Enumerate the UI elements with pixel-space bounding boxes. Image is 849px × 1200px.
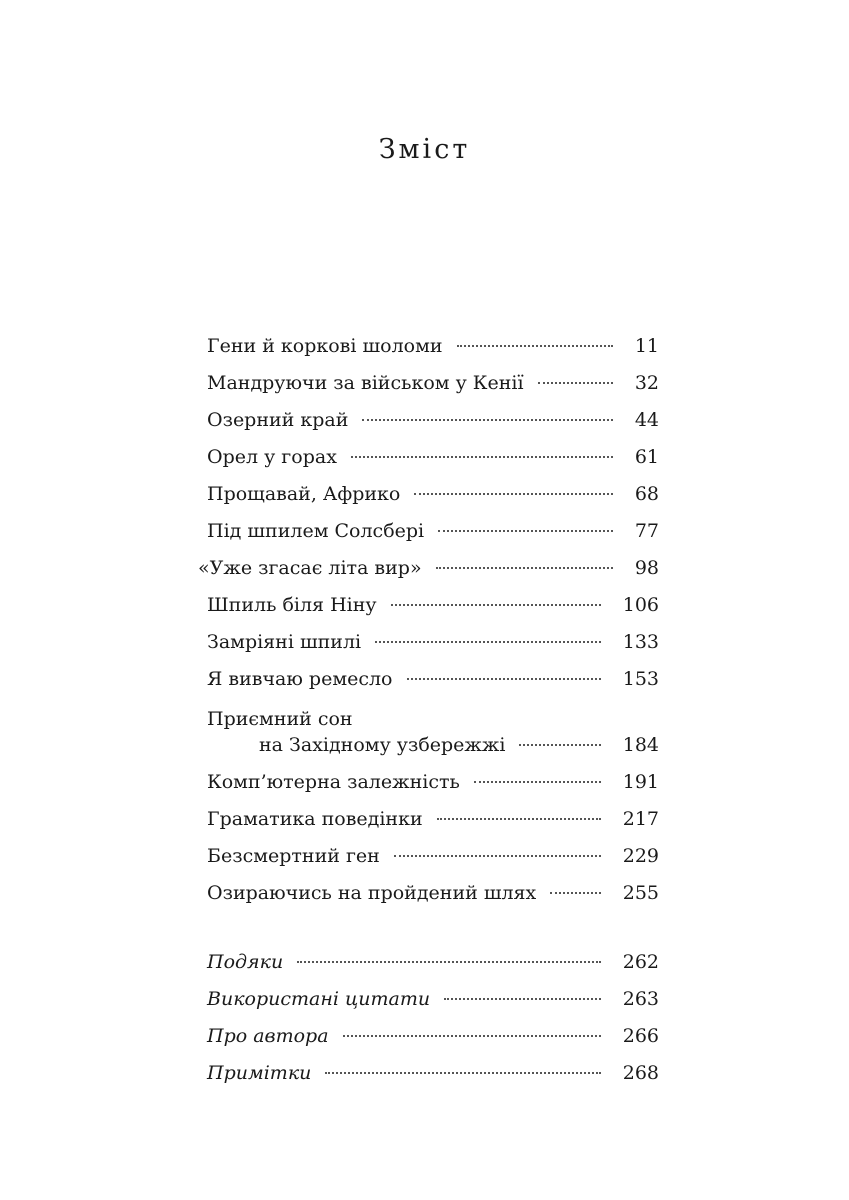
dot-leader (391, 604, 601, 606)
dot-leader (457, 345, 613, 347)
dot-leader (437, 818, 601, 820)
toc-entry-title: Мандруючи за військом у Кенії (207, 372, 524, 394)
toc-entry-page: 11 (634, 335, 659, 357)
toc-entry (207, 446, 659, 483)
dot-leader (414, 493, 612, 495)
toc-entry-page: 266 (622, 1025, 659, 1047)
toc-entry-page: 191 (622, 771, 659, 793)
toc-entry-title: Озерний край (207, 409, 349, 431)
toc-entry-page: 77 (634, 520, 659, 542)
dot-leader (438, 530, 613, 532)
toc-entry-page: 229 (622, 845, 659, 867)
toc-entry-title: Подяки (207, 951, 284, 973)
dot-leader (325, 1072, 600, 1074)
section-spacer (207, 919, 659, 951)
toc-entry-page: 268 (622, 1062, 659, 1084)
toc-entry-continuation (207, 734, 659, 756)
toc-entry-page: 44 (634, 409, 659, 431)
toc-backmatter-entry (207, 988, 659, 1025)
toc-entry-page: 184 (622, 734, 659, 756)
dot-leader (407, 678, 601, 680)
toc-entry-page: 153 (622, 668, 659, 690)
toc-entry (207, 808, 659, 845)
toc-entry-title-line1: Приємний сон (207, 708, 353, 730)
toc-backmatter-entry (207, 1062, 659, 1099)
toc-entry-title: Під шпилем Солсбері (207, 520, 425, 542)
dot-leader (444, 998, 601, 1000)
toc-entry-title-line2: на Західному узбережжі (259, 734, 506, 756)
toc-entry-page: 61 (634, 446, 659, 468)
toc-entry (207, 668, 659, 705)
dot-leader (375, 641, 601, 643)
toc-entry (207, 594, 659, 631)
toc-entry (207, 631, 659, 668)
toc-entry-title: Озираючись на пройдений шлях (207, 882, 537, 904)
toc-entry-page: 68 (634, 483, 659, 505)
toc-entry (207, 845, 659, 882)
dot-leader (351, 456, 613, 458)
page-title: Зміст (378, 134, 471, 165)
dot-leader (519, 744, 600, 746)
toc-entry-title: Замріяні шпилі (207, 631, 362, 653)
dot-leader (297, 961, 601, 963)
dot-leader (436, 567, 613, 569)
toc-entry (207, 520, 659, 557)
dot-leader (538, 382, 613, 384)
toc-entry (207, 483, 659, 520)
toc-entry-page: 98 (634, 557, 659, 579)
toc-entry (207, 372, 659, 409)
toc-entry-page: 255 (622, 882, 659, 904)
toc-entry-title: Прощавай, Африко (207, 483, 401, 505)
toc-entry (207, 335, 659, 372)
table-of-contents (198, 335, 659, 1099)
toc-entry-page: 32 (634, 372, 659, 394)
toc-backmatter-entry (207, 1025, 659, 1062)
toc-entry-page: 262 (622, 951, 659, 973)
toc-entry (207, 705, 659, 771)
toc-entry-title: Гени й коркові шоломи (207, 335, 443, 357)
toc-entry (198, 557, 659, 594)
toc-entry-title: Шпиль біля Ніну (207, 594, 377, 616)
dot-leader (474, 781, 601, 783)
dot-leader (343, 1035, 601, 1037)
toc-entry-title: Граматика поведінки (207, 808, 423, 830)
dot-leader (394, 855, 601, 857)
toc-entry-page: 133 (622, 631, 659, 653)
toc-entry (207, 409, 659, 446)
toc-entry-title: Примітки (207, 1062, 312, 1084)
dot-leader (550, 892, 600, 894)
toc-entry-title: Про автора (207, 1025, 329, 1047)
toc-entry-page: 106 (622, 594, 659, 616)
toc-entry-title: Комп’ютерна залежність (207, 771, 460, 793)
toc-backmatter-entry (207, 951, 659, 988)
dot-leader (362, 419, 612, 421)
toc-entry (207, 882, 659, 919)
toc-entry-page: 217 (622, 808, 659, 830)
toc-entry-title: «Уже згасає літа вир» (198, 557, 422, 579)
toc-entry-title: Використані цитати (207, 988, 431, 1010)
toc-entry (207, 771, 659, 808)
toc-entry-title: Безсмертний ген (207, 845, 380, 867)
toc-entry-title: Я вивчаю ремесло (207, 668, 393, 690)
toc-entry-page: 263 (622, 988, 659, 1010)
toc-entry-title: Орел у горах (207, 446, 337, 468)
